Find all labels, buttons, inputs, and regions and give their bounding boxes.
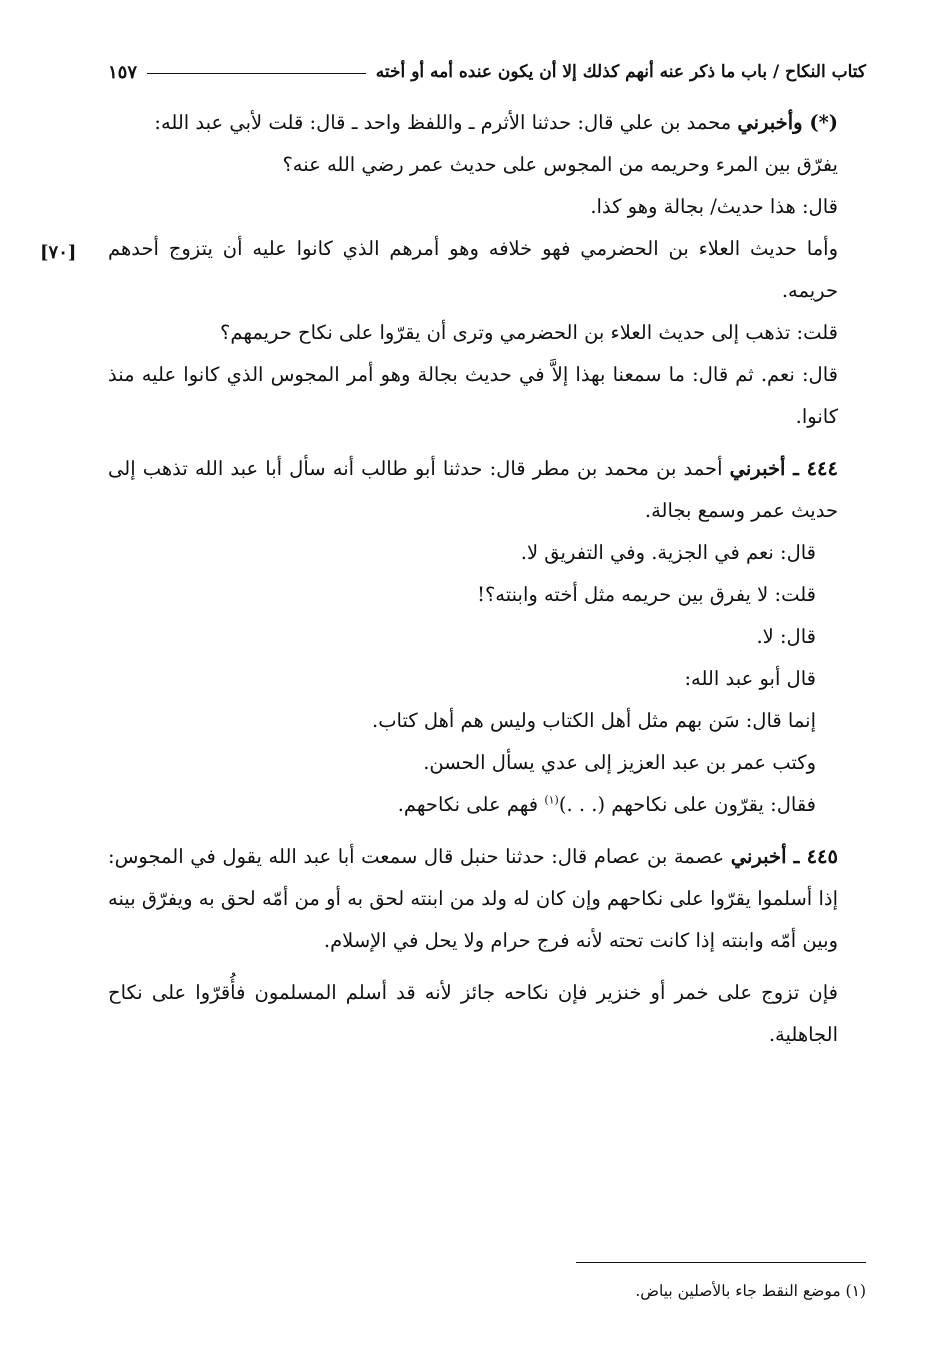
main-text <box>108 102 866 1056</box>
paragraph-text: عصمة بن عصام قال: حدثنا حنبل قال سمعت أبا عبد الله يقول في المجوس: إذا أسلموا يقرّوا على نكاحهم وإن كان له ولد من ابنته لحق به أو من أمّه لحق به ويفرّق بينه وبين أمّه وابنته إذا كانت تحته لأنه فرج حرام ولا يحل في الإسلام. <box>108 845 838 952</box>
paragraph-text: فقال: يقرّون على نكاحهم (. . .) <box>558 793 816 816</box>
paragraph-text: وكتب عمر بن عبد العزيز إلى عدي يسأل الحسن. <box>423 751 816 774</box>
paragraph <box>108 742 866 784</box>
paragraph-text: قلت: لا يفرق بين حريمه مثل أخته وابنته؟! <box>477 583 816 606</box>
footnote-rule <box>576 1262 866 1263</box>
paragraph <box>108 186 866 228</box>
paragraph-lead: ٤٤٤ ـ أخبرني <box>729 457 838 480</box>
paragraph <box>108 312 866 354</box>
paragraph <box>108 102 866 144</box>
paragraph <box>108 144 866 186</box>
paragraph <box>108 616 866 658</box>
paragraph-text: إنما قال: سَن بهم مثل أهل الكتاب وليس هم أهل كتاب. <box>372 709 816 732</box>
header-rule <box>147 73 366 74</box>
paragraph <box>108 658 866 700</box>
margin-page-marker: [٧٠] <box>40 242 77 263</box>
footnote-ref[interactable]: (١) <box>544 793 559 807</box>
paragraph-text: وأما حديث العلاء بن الحضرمي فهو خلافه وهو أمرهم الذي كانوا عليه أن يتزوج أحدهم حريمه. <box>108 237 838 302</box>
paragraph-lead: ٤٤٥ ـ أخبرني <box>730 845 838 868</box>
paragraph-text: قال: نعم. ثم قال: ما سمعنا بهذا إلاَّ في حديث بجالة وهو أمر المجوس الذي كانوا عليه منذ كانوا. <box>108 363 838 428</box>
paragraph-text: قال أبو عبد الله: <box>684 667 816 690</box>
paragraph-text: محمد بن علي قال: حدثنا الأثرم ـ واللفظ واحد ـ قال: قلت لأبي عبد الله: <box>154 111 738 134</box>
paragraph-text: قال: لا. <box>756 625 816 648</box>
paragraph <box>108 972 866 1056</box>
paragraph <box>108 574 866 616</box>
paragraph <box>108 784 866 826</box>
paragraph-text: فهم على نكاحهم. <box>397 793 545 816</box>
footnote: (١) موضع النقط جاء بالأصلين بياض. <box>635 1282 866 1300</box>
paragraph-text: يفرّق بين المرء وحريمه من المجوس على حديث عمر رضي الله عنه؟ <box>282 153 838 176</box>
paragraph-text: فإن تزوج على خمر أو خنزير فإن نكاحه جائز لأنه قد أسلم المسلمون فأُقرّوا على نكاح الجاهلية. <box>108 981 838 1046</box>
paragraph <box>108 532 866 574</box>
paragraph-text: قال: هذا حديث/ بجالة وهو كذا. <box>590 195 838 218</box>
page-number: ١٥٧ <box>108 61 138 83</box>
paragraph <box>108 448 866 532</box>
paragraph <box>108 228 866 312</box>
paragraph <box>108 836 866 962</box>
paragraph-text: قال: نعم في الجزية. وفي التفريق لا. <box>520 541 816 564</box>
paragraph <box>108 354 866 438</box>
paragraph-lead: (*) وأخبرني <box>737 111 838 134</box>
paragraph-text: أحمد بن محمد بن مطر قال: حدثنا أبو طالب أنه سأل أبا عبد الله تذهب إلى حديث عمر وسمع بجالة. <box>108 457 838 522</box>
paragraph-text: قلت: تذهب إلى حديث العلاء بن الحضرمي وترى أن يقرّوا على نكاح حريمهم؟ <box>220 321 838 344</box>
chapter-title: كتاب النكاح / باب ما ذكر عنه أنهم كذلك إلا أن يكون عنده أمه أو أخته <box>375 62 866 82</box>
paragraph <box>108 700 866 742</box>
running-header <box>108 52 866 92</box>
